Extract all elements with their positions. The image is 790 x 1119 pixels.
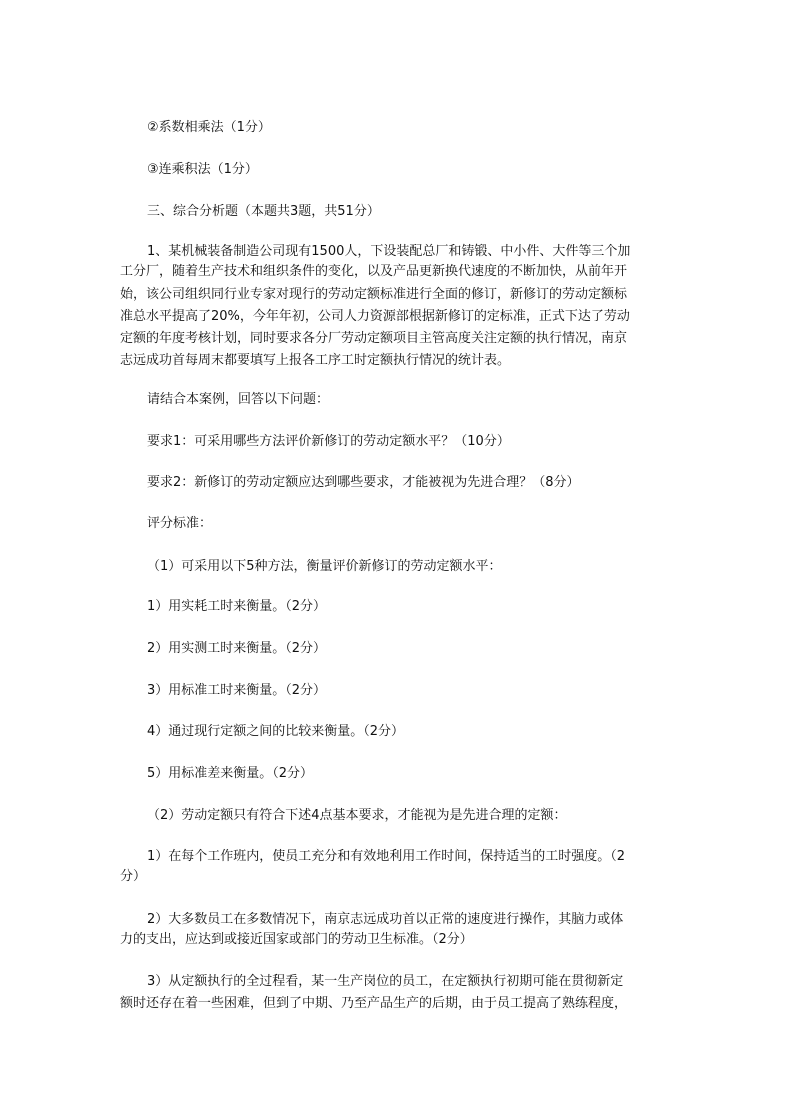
- section-heading: 三、综合分析题（本题共3题，共51分）: [147, 204, 380, 219]
- list-item: 5）用标准差来衡量。（2分）: [147, 766, 314, 781]
- question-line: 要求2：新修订的劳动定额应达到哪些要求，才能被视为先进合理？（8分）: [147, 475, 580, 490]
- list-item-continuation: 额时还存在着一些困难，但到了中期、乃至产品生产的后期，由于员工提高了熟练程度，: [120, 996, 628, 1011]
- list-item: 1）用实耗工时来衡量。（2分）: [147, 599, 327, 614]
- list-item: 4）通过现行定额之间的比较来衡量。（2分）: [147, 724, 405, 739]
- paragraph-line: 工分厂，随着生产技术和组织条件的变化，以及产品更新换代速度的不断加快，从前年开: [120, 264, 628, 279]
- paragraph-line: 志远成功首每周末都要填写上报各工序工时定额执行情况的统计表。: [120, 353, 511, 368]
- list-item: 2）用实测工时来衡量。（2分）: [147, 641, 327, 656]
- text-line: （1）可采用以下5种方法，衡量评价新修订的劳动定额水平：: [147, 559, 502, 574]
- list-item: 3）用标准工时来衡量。（2分）: [147, 683, 327, 698]
- list-item: 1）在每个工作班内，使员工充分和有效地利用工作时间，保持适当的工时强度。（2: [147, 849, 626, 864]
- paragraph-line: 始，该公司组织同行业专家对现行的劳动定额标准进行全面的修订，新修订的劳动定额标: [120, 287, 628, 302]
- text-line: （2）劳动定额只有符合下述4点基本要求，才能视为是先进合理的定额：: [147, 808, 567, 823]
- text-line: ③连乘积法（1分）: [147, 162, 258, 177]
- text-line: ②系数相乘法（1分）: [147, 120, 271, 135]
- list-item-continuation: 分）: [120, 869, 147, 884]
- list-item: 3）从定额执行的全过程看，某一生产岗位的员工，在定额执行初期可能在贯彻新定: [147, 974, 624, 989]
- paragraph-line: 准总水平提高了20%，今年年初，公司人力资源部根据新修订的定标准，正式下达了劳动: [120, 309, 630, 324]
- text-line: 请结合本案例，回答以下问题：: [147, 392, 330, 407]
- paragraph-line: 1、某机械装备制造公司现有1500人，下设装配总厂和铸锻、中小件、大件等三个加: [147, 244, 631, 259]
- paragraph-line: 定额的年度考核计划，同时要求各分厂劳动定额项目主管高度关注定额的执行情况，南京: [120, 331, 628, 346]
- list-item: 2）大多数员工在多数情况下，南京志远成功首以正常的速度进行操作，其脑力或体: [147, 912, 624, 927]
- list-item-continuation: 力的支出，应达到或接近国家或部门的劳动卫生标准。（2分）: [120, 932, 473, 947]
- text-line: 评分标准：: [147, 516, 213, 531]
- question-line: 要求1：可采用哪些方法评价新修订的劳动定额水平？（10分）: [147, 434, 510, 449]
